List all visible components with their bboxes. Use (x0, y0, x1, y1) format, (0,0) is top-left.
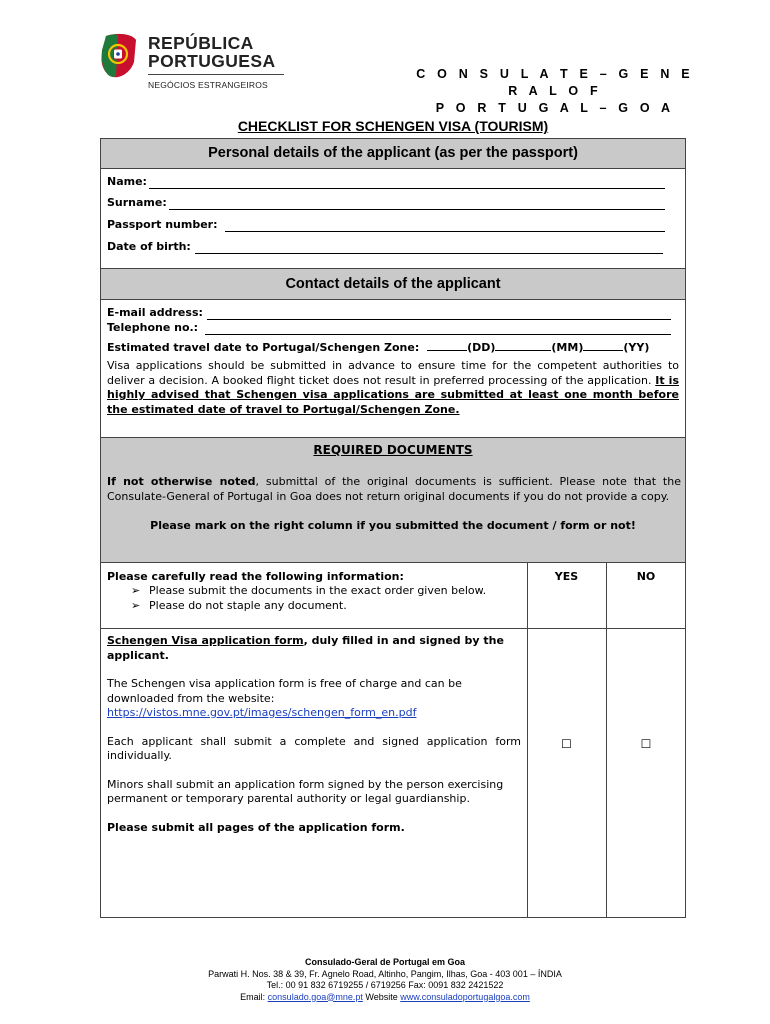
passport-number-field[interactable] (225, 231, 665, 232)
no-checkbox[interactable]: ☐ (640, 737, 652, 751)
advice-text (107, 359, 679, 417)
travel-dd-label: (DD) (467, 341, 496, 354)
arrow-bullet-icon: ➢ (131, 598, 141, 612)
application-form-item (107, 634, 521, 835)
logo-text-negocios: NEGÓCIOS ESTRANGEIROS (148, 80, 268, 90)
minors-text: Minors shall submit an application form signed by the person exercising permanent or temporary parental authority or legal guardianship. (107, 777, 504, 805)
mark-instruction: Please mark on the right column if you submitted the document / form or not! (150, 519, 636, 532)
bullet-text: Please submit the documents in the exact order given below. (149, 584, 487, 597)
footer-website-link[interactable]: www.consuladoportugalgoa.com (400, 991, 530, 1002)
list-item (131, 584, 521, 599)
logo-divider (148, 74, 284, 75)
free-text: The Schengen visa application form is free of charge and can be downloaded from the website: (107, 677, 462, 705)
instruction-list (131, 584, 521, 613)
bullet-text: Please do not staple any document. (149, 598, 347, 612)
travel-date-label: Estimated travel date to Portugal/Schengen Zone: (107, 341, 420, 354)
page-title: CHECKLIST FOR SCHENGEN VISA (TOURISM) (237, 118, 549, 134)
note-bold: If not otherwise noted (107, 475, 256, 488)
name-field[interactable] (149, 188, 665, 189)
advice-bold: It is highly advised that Schengen visa applications are submitted at least one month before the estimated date of travel to Portugal/Schengen Zone. (107, 373, 680, 416)
footer-office: Consulado-Geral de Portugal em Goa (304, 957, 466, 967)
advice-paragraph: Visa applications should be submitted in advance to ensure time for the competent authorities to deliver a decision. A booked flight ticket does not result in preferred processing of the application. (107, 359, 679, 387)
date-of-birth-label: Date of birth: (107, 240, 191, 253)
telephone-label: Telephone no.: (107, 321, 199, 334)
yes-column-header: YES (554, 570, 579, 583)
surname-field[interactable] (169, 209, 665, 210)
portugal-emblem-icon (98, 32, 138, 82)
consulate-line-2: P O R T U G A L – G O A (435, 101, 675, 115)
footer-contact-row (0, 992, 770, 1004)
checklist-table (100, 562, 686, 918)
footer-email-link[interactable]: consulado.goa@mne.pt (267, 991, 363, 1002)
yes-checkbox[interactable]: ☐ (561, 737, 572, 751)
travel-yy-label: (YY) (623, 341, 650, 354)
required-documents-section (100, 437, 686, 563)
personal-details-section (100, 138, 686, 269)
contact-details-section (100, 268, 686, 438)
arrow-bullet-icon: ➢ (131, 584, 141, 597)
email-field[interactable] (207, 319, 671, 320)
passport-number-label: Passport number: (107, 218, 218, 231)
footer-phone: Tel.: 00 91 832 6719255 / 6719256 Fax: 0091 832 2421522 (266, 980, 504, 990)
list-item (131, 599, 521, 614)
form-download-link[interactable]: https://vistos.mne.gov.pt/images/schengen_form_en.pdf (107, 706, 417, 719)
footer-website-label: Website (365, 991, 398, 1002)
telephone-field[interactable] (205, 334, 671, 335)
form-item-title (107, 634, 521, 663)
name-label: Name: (107, 175, 147, 188)
travel-month-field[interactable] (495, 340, 551, 351)
footer (0, 957, 770, 1003)
contact-details-heading: Contact details of the applicant (101, 269, 685, 300)
logo-text-portuguesa: PORTUGUESA (148, 51, 276, 71)
date-of-birth-field[interactable] (195, 253, 663, 254)
note-rest: , submittal of the original documents is sufficient. Please note that the Consulate-General of Portugal in Goa does not return original documents if you do not provide a copy. (107, 475, 681, 503)
logo-text-republica: REPÚBLICA (148, 33, 254, 53)
consulate-heading (410, 66, 700, 117)
personal-details-heading: Personal details of the applicant (as per the passport) (101, 139, 685, 169)
form-title-underlined: Schengen Visa application form (107, 634, 304, 647)
email-label: E-mail address: (107, 306, 203, 319)
table-row-divider (101, 628, 685, 629)
each-applicant-text: Each applicant shall submit a complete and signed application form individually. (107, 734, 521, 762)
surname-label: Surname: (107, 196, 167, 209)
republica-portuguesa-logo (98, 30, 298, 96)
read-heading: Please carefully read the following information: (107, 570, 404, 583)
required-documents-heading: REQUIRED DOCUMENTS (313, 443, 473, 457)
consulate-line-1: C O N S U L A T E – G E N E R A L O F (416, 67, 694, 98)
required-documents-note (107, 475, 681, 504)
footer-address: Parwati H. Nos. 38 & 39, Fr. Agnelo Road, Altinho, Pangim, Ilhas, Goa - 403 001 – ÍNDIA (208, 968, 562, 979)
footer-email-label: Email: (240, 991, 266, 1002)
travel-date-row (107, 340, 649, 354)
travel-mm-label: (MM) (551, 341, 584, 354)
travel-year-field[interactable] (583, 340, 623, 351)
no-column-header: NO (636, 570, 656, 583)
form-title-rest: , duly filled in and signed by the applicant. (107, 634, 504, 662)
all-pages-text: Please submit all pages of the application form. (107, 820, 405, 834)
travel-day-field[interactable] (427, 340, 467, 351)
